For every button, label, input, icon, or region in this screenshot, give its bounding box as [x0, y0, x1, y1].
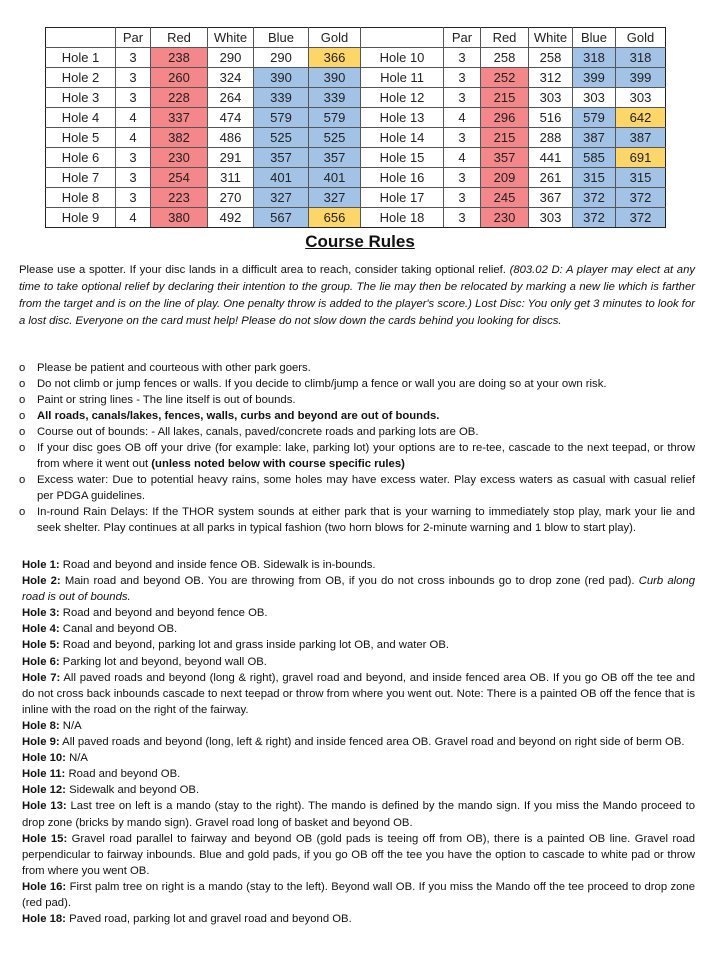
- yardage-cell: 401: [254, 168, 309, 188]
- yardage-cell: 3: [444, 168, 481, 188]
- hole-name-cell: Hole 3: [46, 88, 116, 108]
- rule-text: Please be patient and courteous with other park goers.: [37, 362, 311, 374]
- hole-name-cell: Hole 8: [46, 188, 116, 208]
- header-row: [46, 28, 666, 48]
- yardage-cell: 291: [208, 148, 254, 168]
- rule-bold-text: All roads, canals/lakes, fences, walls, curbs and beyond are out of bounds.: [37, 410, 440, 422]
- hole-rule: [22, 734, 695, 750]
- header-cell: Blue: [573, 28, 616, 48]
- hole-rule-italic: Curb along road is out of bounds.: [22, 575, 695, 604]
- general-rules-list: [19, 360, 695, 536]
- yardage-cell: 245: [481, 188, 529, 208]
- hole-label: Hole 12:: [22, 784, 66, 797]
- hole-name-cell: Hole 7: [46, 168, 116, 188]
- hole-rule-text: Sidewalk and beyond OB.: [65, 784, 200, 797]
- hole-rule-text: Road and beyond, parking lot and grass inside parking lot OB, and water OB.: [59, 639, 450, 652]
- hole-label: Hole 2:: [22, 575, 61, 588]
- yardage-cell: 260: [151, 68, 208, 88]
- yardage-cell: 492: [208, 208, 254, 228]
- list-item: [19, 424, 695, 440]
- yardage-cell: 4: [444, 148, 481, 168]
- yardage-cell: 567: [254, 208, 309, 228]
- yardage-cell: 4: [116, 108, 151, 128]
- yardage-cell: 579: [573, 108, 616, 128]
- table-row: [46, 128, 666, 148]
- yardage-cell: 270: [208, 188, 254, 208]
- hole-name-cell: Hole 5: [46, 128, 116, 148]
- yardage-cell: 312: [529, 68, 573, 88]
- scorecard-body: [46, 28, 666, 228]
- hole-rule: [22, 573, 695, 605]
- yardage-cell: 399: [616, 68, 666, 88]
- hole-name-cell: Hole 18: [361, 208, 444, 228]
- yardage-cell: 288: [529, 128, 573, 148]
- hole-name-cell: Hole 13: [361, 108, 444, 128]
- table-row: [46, 208, 666, 228]
- yardage-cell: 223: [151, 188, 208, 208]
- yardage-cell: 339: [309, 88, 361, 108]
- hole-name-cell: Hole 14: [361, 128, 444, 148]
- yardage-cell: 3: [444, 88, 481, 108]
- yardage-cell: 215: [481, 88, 529, 108]
- intro-paragraph: [19, 262, 695, 330]
- yardage-cell: 315: [616, 168, 666, 188]
- bullet-icon: o: [19, 442, 26, 454]
- yardage-cell: 372: [573, 188, 616, 208]
- yardage-cell: 3: [116, 168, 151, 188]
- yardage-cell: 303: [573, 88, 616, 108]
- hole-name-cell: Hole 17: [361, 188, 444, 208]
- header-cell: Par: [444, 28, 481, 48]
- table-row: [46, 108, 666, 128]
- yardage-cell: 380: [151, 208, 208, 228]
- yardage-cell: 230: [481, 208, 529, 228]
- yardage-cell: 3: [444, 128, 481, 148]
- yardage-cell: 372: [573, 208, 616, 228]
- list-item: [19, 472, 695, 504]
- yardage-cell: 441: [529, 148, 573, 168]
- yardage-cell: 4: [116, 128, 151, 148]
- yardage-cell: 525: [309, 128, 361, 148]
- hole-rule-text: First palm tree on right is a mando (stay to the left). Beyond wall OB. If you miss the Mando off the tee proceed to drop zone (red pad).: [22, 880, 696, 909]
- hole-rule: [22, 782, 695, 798]
- hole-rule-text: Gravel road parallel to fairway and beyond OB (gold pads is teeing off from OB), there is a painted OB line. Gravel road perpendicular to fairway inbounds. Blue and gold pads, if you go OB off the tee you have the option to cascade to white pad or throw from where you went OB.: [22, 832, 696, 877]
- hole-rule: [22, 670, 695, 718]
- rule-text: Excess water: Due to potential heavy rains, some holes may have excess water. Play excess waters as casual with casual relief per PDGA guidelines.: [37, 474, 695, 502]
- yardage-cell: 401: [309, 168, 361, 188]
- hole-name-cell: Hole 11: [361, 68, 444, 88]
- hole-label: Hole 13:: [22, 800, 67, 813]
- table-row: [46, 188, 666, 208]
- hole-rule: [22, 911, 695, 927]
- yardage-cell: 357: [309, 148, 361, 168]
- yardage-cell: 337: [151, 108, 208, 128]
- rule-text: In-round Rain Delays: If the THOR system sounds at either park that is your warning to immediately stop play, mark your lie and seek shelter. Play continues at all parks in typical fashion (two horn blows for 2-minute warning and 1 blow to start play).: [37, 506, 695, 534]
- yardage-cell: 3: [116, 68, 151, 88]
- intro-italic-text: (803.02 D: A player may elect at any time to take optional relief by declaring their intention to the group. The lie may then be relocated by marking a new lie which is farther from the target and is on the line of play. One penalty throw is added to the player's score.) Lost Disc: You only get 3 minutes to look for a lost disc. Everyone on the card must help! Please do not slow down the cards behind you looking for discs.: [19, 264, 695, 327]
- yardage-cell: 327: [309, 188, 361, 208]
- rule-text: Do not climb or jump fences or walls. If you decide to climb/jump a fence or wall you are doing so at your own risk.: [37, 378, 607, 390]
- hole-label: Hole 9:: [22, 736, 60, 749]
- table-row: [46, 48, 666, 68]
- rule-text: Course out of bounds: - All lakes, canals, paved/concrete roads and parking lots are OB.: [37, 426, 479, 438]
- yardage-cell: 387: [616, 128, 666, 148]
- hole-label: Hole 16:: [22, 880, 67, 893]
- yardage-cell: 366: [309, 48, 361, 68]
- yardage-cell: 367: [529, 188, 573, 208]
- header-cell: Red: [481, 28, 529, 48]
- hole-name-cell: Hole 10: [361, 48, 444, 68]
- course-rules-title: Course Rules: [305, 232, 415, 251]
- yardage-cell: 357: [481, 148, 529, 168]
- yardage-cell: 238: [151, 48, 208, 68]
- hole-label: Hole 15:: [22, 832, 68, 845]
- table-row: [46, 68, 666, 88]
- hole-rules-list: [22, 557, 695, 927]
- hole-rule-text: Main road and beyond OB. You are throwing from OB, if you do not cross inbounds go to drop zone (red pad).: [60, 575, 639, 588]
- hole-name-cell: Hole 2: [46, 68, 116, 88]
- yardage-cell: 372: [616, 188, 666, 208]
- hole-rule-text: Parking lot and beyond, beyond wall OB.: [59, 655, 267, 668]
- bullet-icon: o: [19, 474, 26, 486]
- yardage-cell: 691: [616, 148, 666, 168]
- hole-label: Hole 5:: [22, 639, 60, 652]
- yardage-cell: 303: [529, 88, 573, 108]
- yardage-cell: 258: [529, 48, 573, 68]
- hole-rule-text: Canal and beyond OB.: [59, 623, 178, 636]
- yardage-cell: 642: [616, 108, 666, 128]
- hole-rule-text: Last tree on left is a mando (stay to the right). The mando is defined by the mando sign. If you miss the Mando proceed to drop zone (bricks by mando sign). Gravel road long of basket and beyond OB.: [22, 800, 695, 829]
- hole-label: Hole 3:: [22, 607, 60, 620]
- yardage-cell: 585: [573, 148, 616, 168]
- yardage-cell: 387: [573, 128, 616, 148]
- hole-rule: [22, 557, 695, 573]
- hole-rule: [22, 879, 695, 911]
- hole-label: Hole 8:: [22, 719, 60, 732]
- yardage-cell: 254: [151, 168, 208, 188]
- yardage-cell: 230: [151, 148, 208, 168]
- rule-text: If your disc goes OB off your drive (for example: lake, parking lot) your options are to re-tee, cascade to the next teepad, or throw from where it went out: [37, 442, 695, 470]
- table-row: [46, 168, 666, 188]
- bullet-icon: o: [19, 410, 26, 422]
- yardage-cell: 258: [481, 48, 529, 68]
- yardage-cell: 3: [116, 48, 151, 68]
- yardage-cell: 290: [254, 48, 309, 68]
- yardage-cell: 656: [309, 208, 361, 228]
- header-cell: White: [208, 28, 254, 48]
- hole-rule: [22, 798, 695, 830]
- header-cell: Gold: [309, 28, 361, 48]
- yardage-cell: 209: [481, 168, 529, 188]
- yardage-cell: 311: [208, 168, 254, 188]
- hole-rule: [22, 621, 695, 637]
- yardage-cell: 525: [254, 128, 309, 148]
- list-item: [19, 504, 695, 536]
- hole-name-cell: Hole 15: [361, 148, 444, 168]
- hole-label: Hole 10:: [22, 752, 66, 765]
- yardage-cell: 3: [444, 188, 481, 208]
- yardage-cell: 3: [444, 68, 481, 88]
- hole-rule: [22, 831, 695, 879]
- hole-rule-text: Road and beyond OB.: [65, 768, 181, 781]
- yardage-cell: 318: [616, 48, 666, 68]
- yardage-cell: 303: [529, 208, 573, 228]
- hole-rule: [22, 750, 695, 766]
- hole-rule: [22, 766, 695, 782]
- hole-label: Hole 1:: [22, 559, 60, 571]
- hole-label: Hole 11:: [22, 768, 66, 781]
- yardage-cell: 474: [208, 108, 254, 128]
- yardage-cell: 382: [151, 128, 208, 148]
- yardage-cell: 228: [151, 88, 208, 108]
- header-cell: Gold: [616, 28, 666, 48]
- yardage-cell: 390: [254, 68, 309, 88]
- yardage-cell: 315: [573, 168, 616, 188]
- yardage-cell: 3: [444, 48, 481, 68]
- yardage-cell: 264: [208, 88, 254, 108]
- yardage-cell: 296: [481, 108, 529, 128]
- yardage-cell: 579: [309, 108, 361, 128]
- hole-label: Hole 7:: [22, 671, 61, 684]
- hole-name-cell: Hole 1: [46, 48, 116, 68]
- list-item: [19, 408, 695, 424]
- hole-rule-text: Road and beyond and inside fence OB. Sidewalk is in-bounds.: [59, 559, 376, 571]
- hole-name-cell: Hole 6: [46, 148, 116, 168]
- header-cell: Red: [151, 28, 208, 48]
- hole-rule-text: All paved roads and beyond (long & right), gravel road and beyond, and inside fenced area OB. If you go OB off the tee and do not cross back inbounds cascade to next teepad or throw from where you went out. Note: There is a painted OB off the fence that is inline with the road on the right of the fairway.: [22, 671, 696, 716]
- yardage-cell: 290: [208, 48, 254, 68]
- header-cell: [361, 28, 444, 48]
- intro-text: Please use a spotter. If your disc lands in a difficult area to reach, consider taking optional relief.: [19, 264, 510, 276]
- yardage-cell: 399: [573, 68, 616, 88]
- yardage-cell: 3: [116, 148, 151, 168]
- yardage-cell: 579: [254, 108, 309, 128]
- bullet-icon: o: [19, 394, 26, 406]
- yardage-cell: 252: [481, 68, 529, 88]
- yardage-cell: 215: [481, 128, 529, 148]
- hole-rule-text: Road and beyond and beyond fence OB.: [59, 607, 268, 620]
- hole-rule-text: N/A: [59, 719, 82, 732]
- yardage-cell: 390: [309, 68, 361, 88]
- hole-name-cell: Hole 4: [46, 108, 116, 128]
- bullet-icon: o: [19, 426, 26, 438]
- list-item: [19, 376, 695, 392]
- hole-rule-text: N/A: [65, 752, 88, 765]
- hole-name-cell: Hole 12: [361, 88, 444, 108]
- yardage-cell: 261: [529, 168, 573, 188]
- hole-label: Hole 4:: [22, 623, 60, 636]
- yardage-cell: 4: [116, 208, 151, 228]
- hole-name-cell: Hole 9: [46, 208, 116, 228]
- yardage-cell: 357: [254, 148, 309, 168]
- yardage-cell: 486: [208, 128, 254, 148]
- rule-bold-text: (unless noted below with course specific rules): [151, 458, 405, 470]
- hole-rule-text: Paved road, parking lot and gravel road and beyond OB.: [65, 913, 352, 926]
- list-item: [19, 392, 695, 408]
- hole-rule: [22, 654, 695, 670]
- bullet-icon: o: [19, 378, 26, 390]
- yardage-cell: 3: [444, 208, 481, 228]
- yardage-cell: 3: [116, 88, 151, 108]
- yardage-cell: 327: [254, 188, 309, 208]
- yardage-cell: 4: [444, 108, 481, 128]
- bullet-icon: o: [19, 506, 26, 518]
- hole-name-cell: Hole 16: [361, 168, 444, 188]
- yardage-cell: 318: [573, 48, 616, 68]
- list-item: [19, 440, 695, 472]
- hole-rule: [22, 718, 695, 734]
- yardage-cell: 339: [254, 88, 309, 108]
- table-row: [46, 148, 666, 168]
- hole-rule: [22, 605, 695, 621]
- hole-rule: [22, 637, 695, 653]
- hole-label: Hole 18:: [22, 913, 66, 926]
- header-cell: White: [529, 28, 573, 48]
- bullet-icon: o: [19, 362, 26, 374]
- yardage-cell: 3: [116, 188, 151, 208]
- header-cell: [46, 28, 116, 48]
- yardage-cell: 516: [529, 108, 573, 128]
- header-cell: Par: [116, 28, 151, 48]
- header-cell: Blue: [254, 28, 309, 48]
- yardage-cell: 372: [616, 208, 666, 228]
- list-item: [19, 360, 695, 376]
- table-row: [46, 88, 666, 108]
- yardage-cell: 324: [208, 68, 254, 88]
- rule-text: Paint or string lines - The line itself is out of bounds.: [37, 394, 296, 406]
- hole-label: Hole 6:: [22, 655, 60, 668]
- hole-rule-text: All paved roads and beyond (long, left & right) and inside fenced area OB. Gravel road and beyond on right side of berm OB.: [59, 736, 685, 749]
- scorecard-table: [45, 27, 666, 228]
- yardage-cell: 303: [616, 88, 666, 108]
